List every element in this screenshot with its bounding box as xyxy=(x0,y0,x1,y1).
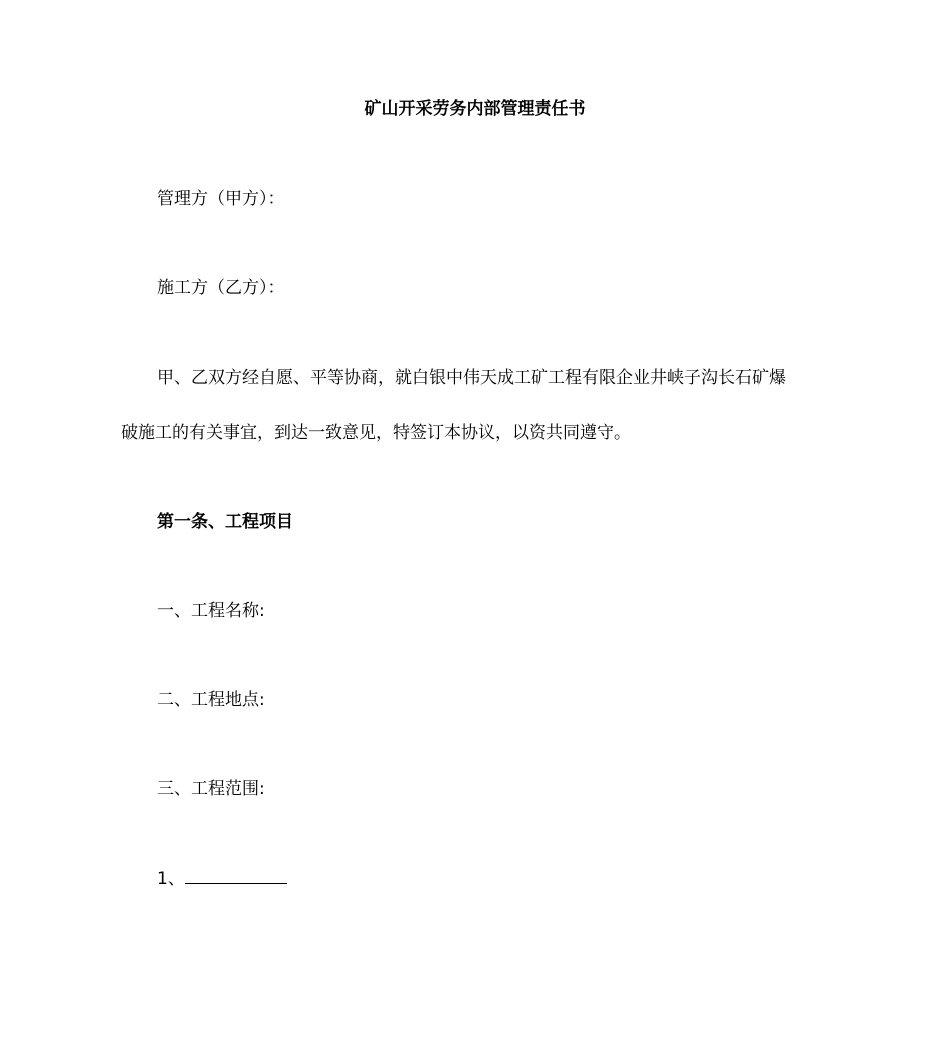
party-a-label: 管理方（甲方）： xyxy=(157,189,285,209)
party-b-label: 施工方（乙方）： xyxy=(157,278,285,298)
document-title: 矿山开采劳务内部管理责任书 xyxy=(364,99,586,119)
scope-item-1-blank-line xyxy=(185,865,287,884)
scope-item-1-number: 1、 xyxy=(157,869,185,889)
scope-item-1 xyxy=(157,865,287,892)
project-location-label: 二、工程地点: xyxy=(157,690,265,710)
intro-paragraph-line-2: 破施工的有关事宜，到达一致意见，特签订本协议，以资共同遵守。 xyxy=(121,423,631,443)
project-scope-label: 三、工程范围: xyxy=(157,779,265,799)
intro-paragraph-line-1: 甲、乙双方经自愿、平等协商，就白银中伟天成工矿工程有限企业井峡子沟长石矿爆 xyxy=(157,368,786,388)
article-1-heading: 第一条、工程项目 xyxy=(157,512,293,532)
project-name-label: 一、工程名称: xyxy=(157,601,265,621)
